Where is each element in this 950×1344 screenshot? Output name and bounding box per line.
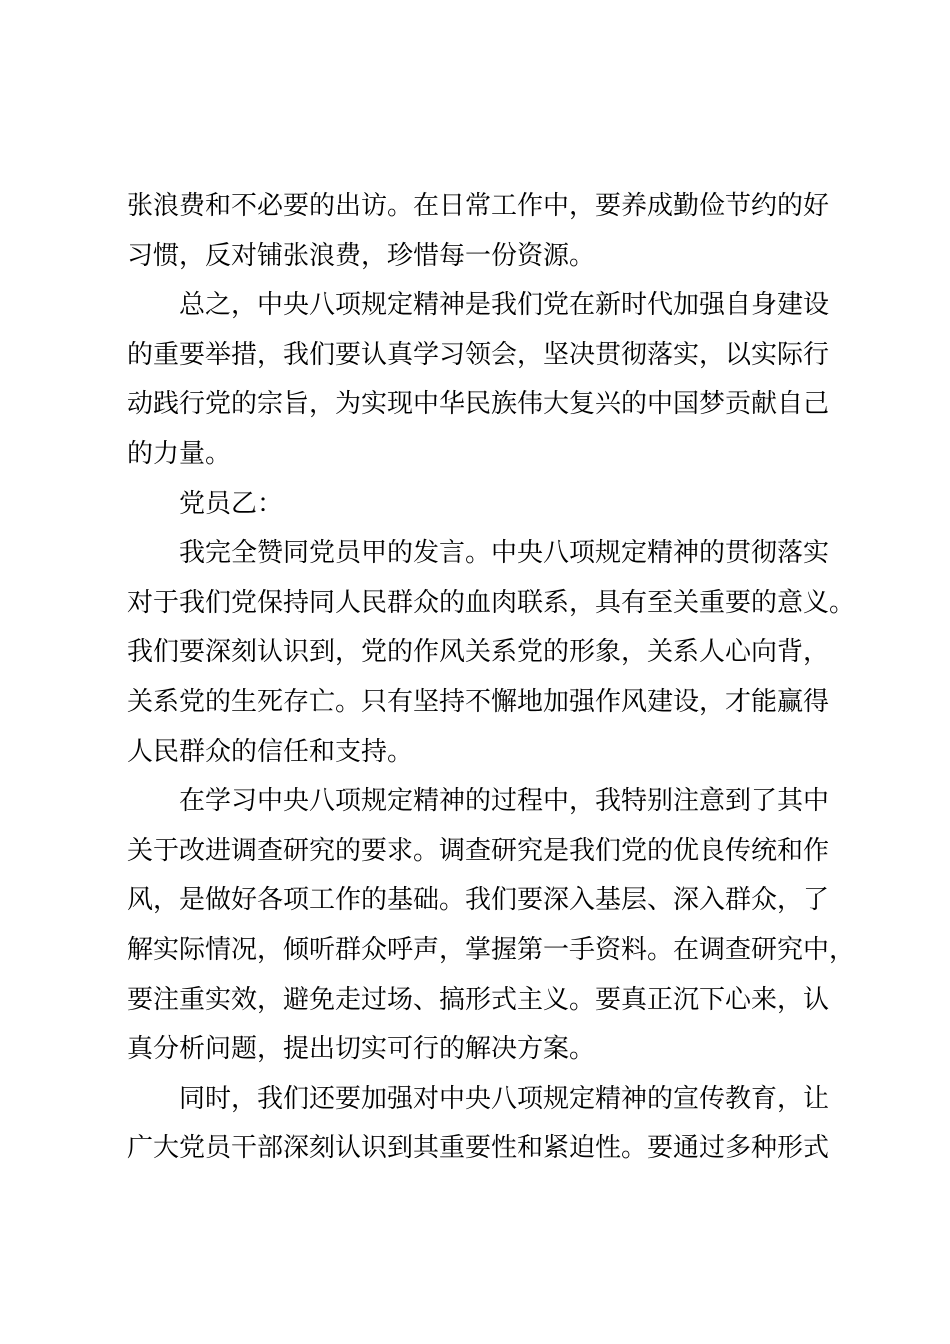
text-line: 要注重实效，避免走过场、搞形式主义。要真正沉下心来，认 xyxy=(127,984,830,1015)
document-body xyxy=(127,182,856,1174)
text-line: 风，是做好各项工作的基础。我们要深入基层、深入群众，了 xyxy=(127,885,830,916)
paragraph xyxy=(127,281,847,479)
text-line: 总之，中央八项规定精神是我们党在新时代加强自身建设 xyxy=(179,290,830,321)
text-line: 张浪费和不必要的出访。在日常工作中，要养成勤俭节约的好 xyxy=(127,191,830,221)
text-line: 习惯，反对铺张浪费，珍惜每一份资源。 xyxy=(127,240,596,271)
paragraph xyxy=(127,1075,847,1174)
paragraph xyxy=(127,480,847,530)
text-line: 人民群众的信任和支持。 xyxy=(127,736,414,767)
text-line: 的重要举措，我们要认真学习领会，坚决贯彻落实，以实际行 xyxy=(127,339,830,370)
text-line: 广大党员干部深刻认识到其重要性和紧迫性。要通过多种形式 xyxy=(127,1133,830,1164)
speaker-label: 党员乙： xyxy=(179,488,284,519)
paragraph xyxy=(127,182,847,281)
text-line: 对于我们党保持同人民群众的血肉联系，具有至关重要的意义。 xyxy=(127,587,856,618)
paragraph xyxy=(127,777,856,1075)
text-line: 在学习中央八项规定精神的过程中，我特别注意到了其中 xyxy=(179,786,830,817)
paragraph xyxy=(127,529,856,777)
text-line: 关系党的生死存亡。只有坚持不懈地加强作风建设，才能赢得 xyxy=(127,686,830,717)
text-line: 解实际情况，倾听群众呼声，掌握第一手资料。在调查研究中， xyxy=(127,934,856,965)
text-line: 的力量。 xyxy=(127,438,232,469)
text-line: 我完全赞同党员甲的发言。中央八项规定精神的贯彻落实 xyxy=(179,538,830,569)
text-line: 我们要深刻认识到，党的作风关系党的形象，关系人心向背， xyxy=(127,637,830,668)
text-line: 关于改进调查研究的要求。调查研究是我们党的优良传统和作 xyxy=(127,835,830,866)
text-line: 动践行党的宗旨，为实现中华民族伟大复兴的中国梦贡献自己 xyxy=(127,389,830,420)
text-line: 真分析问题，提出切实可行的解决方案。 xyxy=(127,1034,596,1065)
text-line: 同时，我们还要加强对中央八项规定精神的宣传教育，让 xyxy=(179,1083,830,1114)
